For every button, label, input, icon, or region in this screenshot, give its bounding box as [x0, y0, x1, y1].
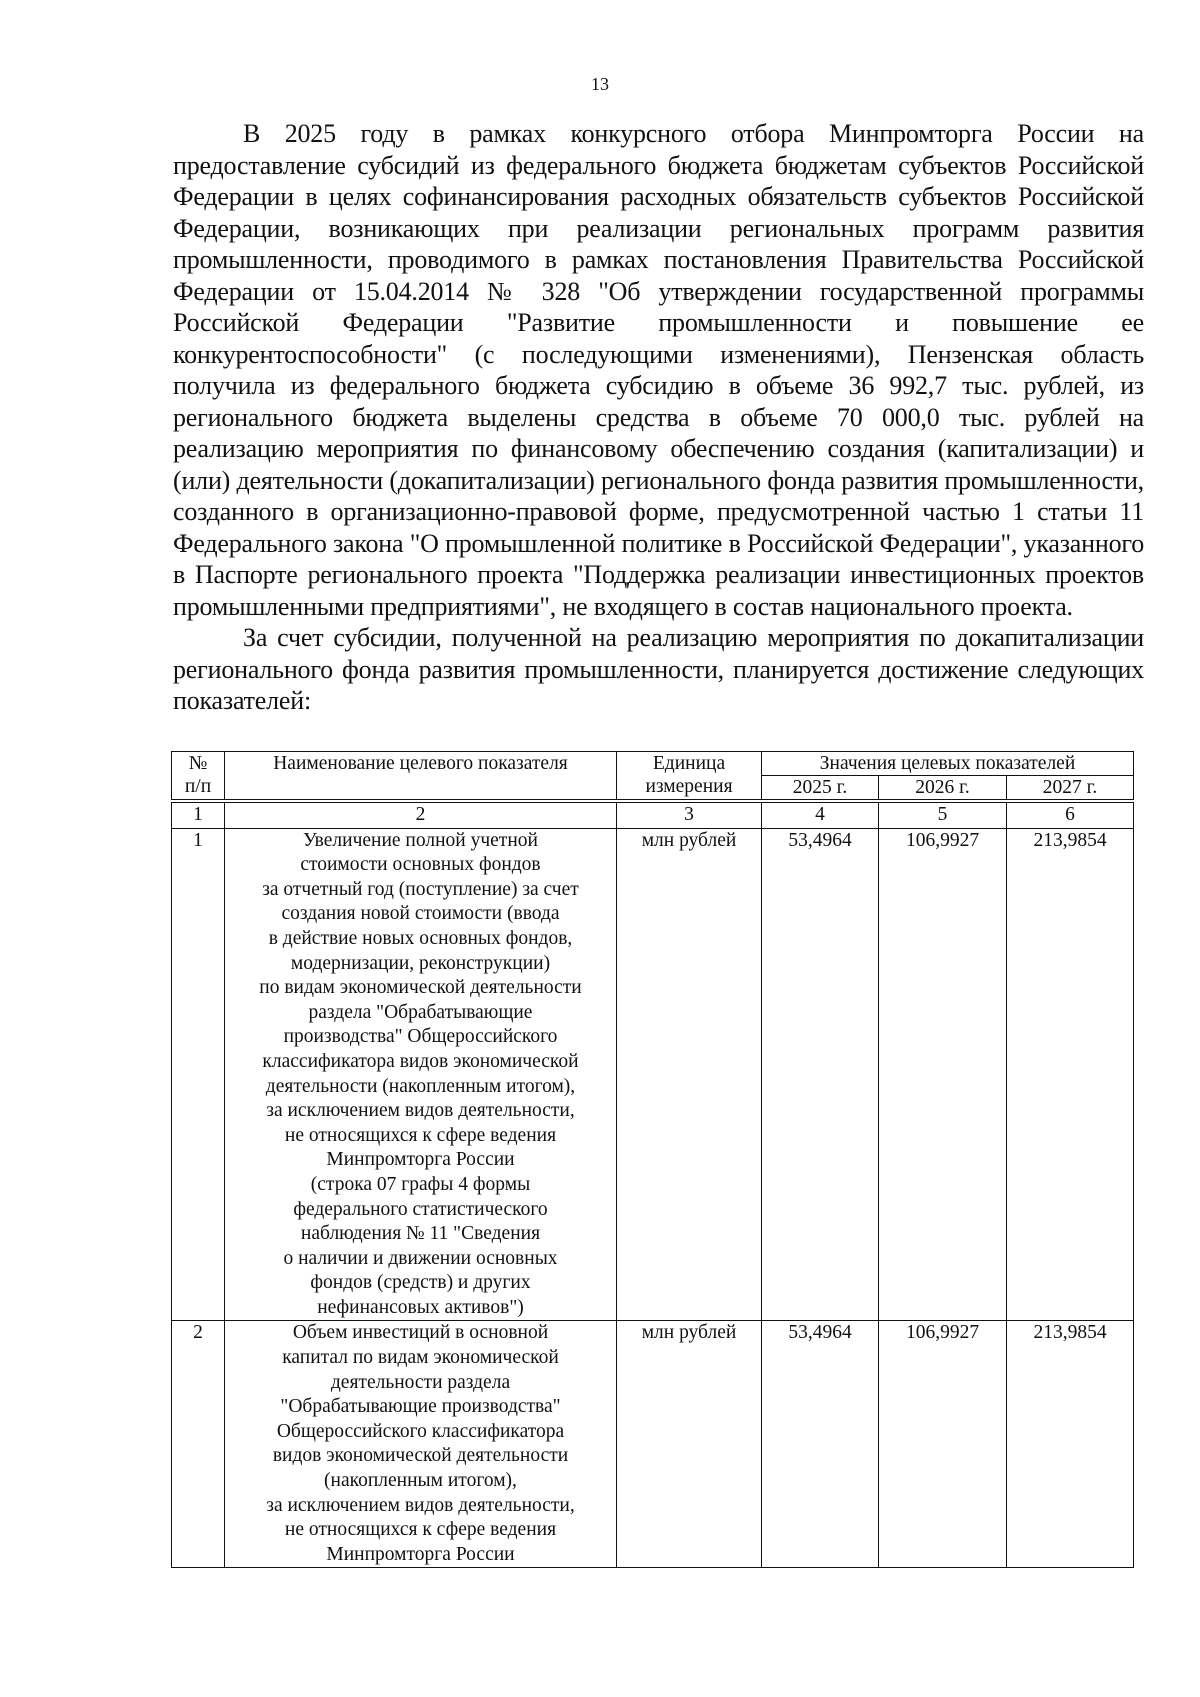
page-number: 13: [591, 74, 609, 94]
header-year-2026: 2026 г.: [879, 776, 1007, 800]
table-row: [172, 828, 1134, 1321]
value-2026: 106,9927: [879, 1321, 1007, 1568]
column-number: 2: [225, 803, 617, 829]
column-number: 1: [172, 803, 225, 829]
paragraph-indicators-intro: За счет субсидии, полученной на реализацию мероприятия по докапитализации регионального фонда развития промышленности, планируется достижение следующих показателей:: [173, 623, 1144, 715]
table-row: [172, 1321, 1134, 1568]
column-number: 4: [762, 803, 879, 829]
indicator-unit: млн рублей: [617, 1321, 762, 1568]
row-number: 2: [172, 1321, 225, 1568]
indicator-name: Увеличение полной учетной стоимости основных фондов за отчетный год (поступление) за счет создания новой стоимости (ввода в действие новых основных фондов, модернизации, реконструкции) по видам экономической деятельности раздела "Обрабатывающие производства" Общероссийского классификатора видов экономической деятельности (накопленным итогом), за исключением видов деятельности, не относящихся к сфере ведения Минпромторга России (строка 07 графы 4 формы федерального статистического наблюдения № 11 "Сведения о наличии и движении основных фондов (средств) и других нефинансовых активов"): [225, 828, 617, 1321]
body-text: [173, 118, 1144, 717]
row-number: 1: [172, 828, 225, 1321]
column-number: 5: [879, 803, 1007, 829]
indicator-unit: млн рублей: [617, 828, 762, 1321]
header-year-2025: 2025 г.: [762, 776, 879, 800]
value-2025: 53,4964: [762, 828, 879, 1321]
value-2026: 106,9927: [879, 828, 1007, 1321]
column-numbers-row: [172, 803, 1134, 829]
target-indicators-table: [171, 751, 1133, 1568]
value-2027: 213,9854: [1007, 828, 1134, 1321]
header-values-group: Значения целевых показателей: [762, 752, 1134, 776]
column-number: 3: [617, 803, 762, 829]
header-year-2027: 2027 г.: [1007, 776, 1134, 800]
indicator-name: Объем инвестиций в основной капитал по видам экономической деятельности раздела "Обрабатывающие производства" Общероссийского классификатора видов экономической деятельности (накопленным итогом), за исключением видов деятельности, не относящихся к сфере ведения Минпромторга России: [225, 1321, 617, 1568]
header-number: № п/п: [172, 752, 225, 800]
header-indicator-name: Наименование целевого показателя: [225, 752, 617, 800]
value-2025: 53,4964: [762, 1321, 879, 1568]
paragraph-subsidy: В 2025 году в рамках конкурсного отбора Минпромторга России на предоставление субсидий из федерального бюджета бюджетам субъектов Российской Федерации в целях софинансирования расходных обязательств субъектов Российской Федерации, возникающих при реализации региональных программ развития промышленности, проводимого в рамках постановления Правительства Российской Федерации от 15.04.2014 № 328 "Об утверждении государственной программы Российской Федерации "Развитие промышленности и повышение ее конкурентоспособности" (с последующими изменениями), Пензенская область получила из федерального бюджета субсидию в объеме 36 992,7 тыс. рублей, из регионального бюджета выделены средства в объеме 70 000,0 тыс. рублей на реализацию мероприятия по финансовому обеспечению создания (капитализации) и (или) деятельности (докапитализации) регионального фонда развития промышленности, созданного в организационно-правовой форме, предусмотренной частью 1 статьи 11 Федерального закона "О промышленной политике в Российской Федерации", указанного в Паспорте регионального проекта "Поддержка реализации инвестиционных проектов промышленными предприятиями", не входящего в состав национального проекта.: [173, 119, 1144, 621]
header-unit: Единица измерения: [617, 752, 762, 800]
value-2027: 213,9854: [1007, 1321, 1134, 1568]
column-number: 6: [1007, 803, 1134, 829]
